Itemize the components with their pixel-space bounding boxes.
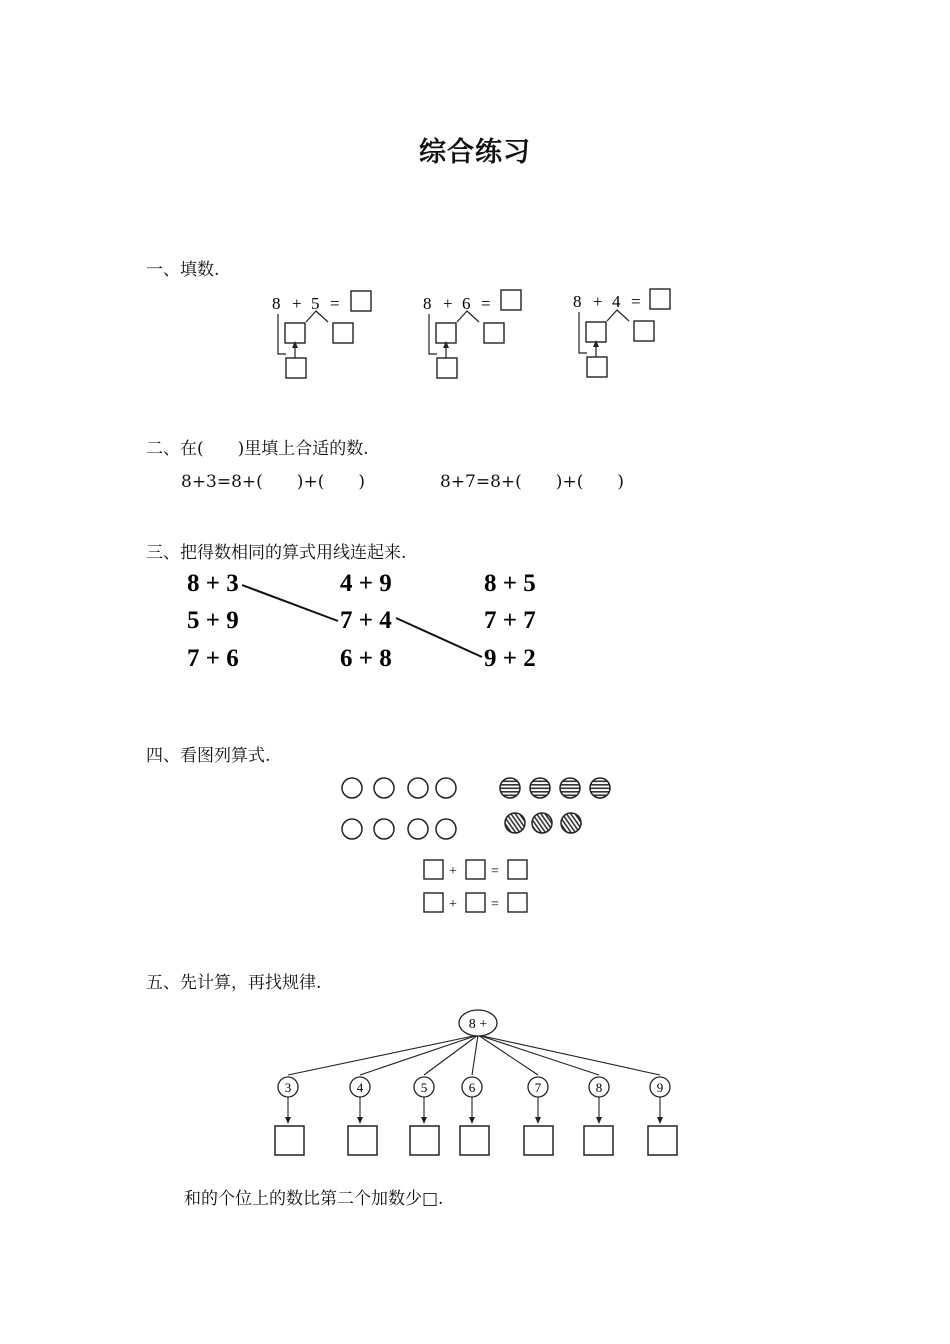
tree-branch-line — [360, 1035, 478, 1075]
s1-p1-split-box-1[interactable] — [285, 323, 305, 343]
s3-connect-line-1 — [242, 585, 338, 621]
s1-p2-split-box-1[interactable] — [436, 323, 456, 343]
s3-expr-c3-r3: 9 + 2 — [484, 645, 536, 672]
tree-sum-box[interactable] — [648, 1126, 677, 1155]
s1-problem-2 — [423, 290, 521, 378]
s4-e2-eq: = — [491, 897, 499, 912]
s1-p1-answer-box[interactable] — [351, 291, 371, 311]
s4-equation-1 — [424, 860, 527, 879]
s5-tree — [275, 1010, 677, 1155]
s4-e2-plus: + — [449, 897, 457, 912]
section-1-heading: 一、填数. — [146, 260, 220, 280]
tree-arrow-head — [285, 1117, 291, 1124]
tree-arrow-head — [535, 1117, 541, 1124]
s4-empty-circles — [342, 778, 456, 839]
tree-addend-label: 8 — [595, 1080, 603, 1095]
s1-p3-a: 8 — [573, 292, 582, 311]
s4-striped-circles — [500, 778, 610, 833]
s1-p1-a: 8 — [272, 294, 281, 313]
tree-addend-label: 9 — [656, 1080, 664, 1095]
s1-problem-1 — [272, 291, 371, 378]
section-4-heading: 四、看图列算式. — [146, 746, 271, 766]
s3-connect-line-2 — [396, 618, 482, 657]
tree-sum-box[interactable] — [410, 1126, 439, 1155]
s2-equation-2: 8+7=8+( )+( ) — [440, 472, 624, 492]
s1-p1-op: + — [292, 294, 302, 313]
tree-arrow-head — [657, 1117, 663, 1124]
s1-p3-split-box-2[interactable] — [634, 321, 654, 341]
s1-p2-split-box-2[interactable] — [484, 323, 504, 343]
s1-p3-answer-box[interactable] — [650, 289, 670, 309]
s1-p3-b: 4 — [612, 292, 621, 311]
tree-branch-line — [288, 1035, 478, 1075]
s1-p3-op: + — [593, 292, 603, 311]
section-2-heading: 二、在( )里填上合适的数. — [146, 439, 369, 459]
tree-addend-label: 7 — [534, 1080, 542, 1095]
s3-expr-c1-r1: 8 + 3 — [187, 570, 239, 597]
tree-addend-label: 5 — [420, 1080, 428, 1095]
tree-addend-label: 3 — [284, 1080, 292, 1095]
tree-branch-line — [478, 1035, 538, 1075]
tree-arrow-head — [596, 1117, 602, 1124]
section-5-heading: 五、先计算，再找规律. — [146, 973, 322, 993]
s1-p3-split-box-1[interactable] — [586, 322, 606, 342]
s4-equation-2 — [424, 893, 527, 912]
s4-e1-eq: = — [491, 864, 499, 879]
s4-e1-box-3[interactable] — [508, 860, 527, 879]
s3-expr-c3-r1: 8 + 5 — [484, 570, 536, 597]
s1-p2-sum-box[interactable] — [437, 358, 457, 378]
s3-expr-c2-r3: 6 + 8 — [340, 645, 392, 672]
s4-e2-box-2[interactable] — [466, 893, 485, 912]
s1-p2-answer-box[interactable] — [501, 290, 521, 310]
s5-pattern-note: 和的个位上的数比第二个加数少□. — [184, 1189, 444, 1209]
s1-p1-b: 5 — [311, 294, 320, 313]
tree-sum-box[interactable] — [584, 1126, 613, 1155]
s3-expressions — [187, 570, 536, 672]
tree-addend-label: 6 — [468, 1080, 476, 1095]
s1-p1-eq: = — [330, 294, 340, 313]
tree-root-label: 8 + — [468, 1017, 488, 1032]
s4-e1-plus: + — [449, 864, 457, 879]
s1-problem-3 — [573, 289, 670, 377]
s1-p2-b: 6 — [462, 294, 471, 313]
tree-arrow-head — [357, 1117, 363, 1124]
tree-arrow-head — [421, 1117, 427, 1124]
s2-equation-1: 8+3=8+( )+( ) — [181, 472, 365, 492]
tree-sum-box[interactable] — [524, 1126, 553, 1155]
s1-p3-sum-box[interactable] — [587, 357, 607, 377]
s1-p2-a: 8 — [423, 294, 432, 313]
section-3-heading: 三、把得数相同的算式用线连起来. — [146, 543, 407, 563]
s4-e2-box-1[interactable] — [424, 893, 443, 912]
s1-p2-op: + — [443, 294, 453, 313]
tree-arrow-head — [469, 1117, 475, 1124]
s3-expr-c3-r2: 7 + 7 — [484, 607, 536, 634]
s3-expr-c1-r3: 7 + 6 — [187, 645, 239, 672]
s3-expr-c2-r1: 4 + 9 — [340, 570, 392, 597]
page-title: 综合练习 — [419, 137, 531, 168]
s1-p3-eq: = — [631, 292, 641, 311]
s1-p1-split-box-2[interactable] — [333, 323, 353, 343]
s3-expr-c1-r2: 5 + 9 — [187, 607, 239, 634]
s4-e2-box-3[interactable] — [508, 893, 527, 912]
tree-sum-box[interactable] — [275, 1126, 304, 1155]
s1-p1-sum-box[interactable] — [286, 358, 306, 378]
tree-branch-line — [478, 1035, 599, 1075]
tree-branch-line — [478, 1035, 660, 1075]
tree-sum-box[interactable] — [348, 1126, 377, 1155]
s1-p2-eq: = — [481, 294, 491, 313]
s3-expr-c2-r2: 7 + 4 — [340, 607, 392, 634]
s4-e1-box-2[interactable] — [466, 860, 485, 879]
s4-e1-box-1[interactable] — [424, 860, 443, 879]
tree-sum-box[interactable] — [460, 1126, 489, 1155]
tree-addend-label: 4 — [356, 1080, 364, 1095]
tree-branch-line — [472, 1035, 478, 1075]
